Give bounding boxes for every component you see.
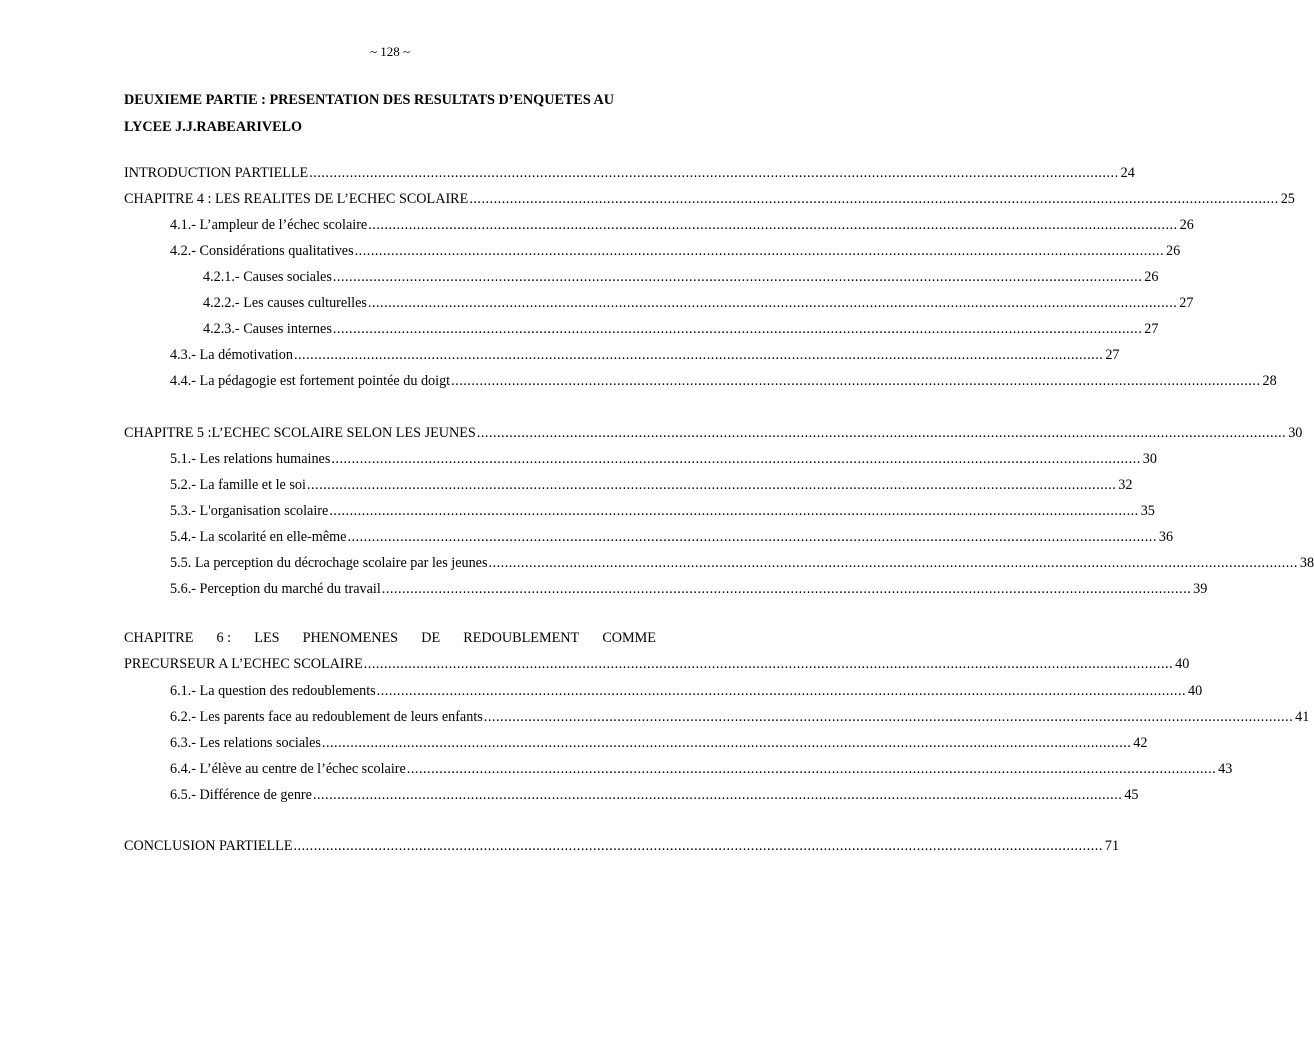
toc-label: 4.2.2.- Les causes culturelles: [203, 295, 367, 311]
dot-leader: ........................................................................................................................................................................................................: [363, 656, 1174, 672]
toc-entry-4-2-3: [203, 321, 1159, 341]
toc-entry-chapter-4: [124, 191, 1295, 211]
dot-leader: ........................................................................................................................................................................................................: [381, 581, 1192, 597]
dot-leader: ........................................................................................................................................................................................................: [469, 191, 1279, 207]
toc-entry-5-6: [170, 581, 1208, 601]
dot-leader: ........................................................................................................................................................................................................: [376, 683, 1187, 699]
dot-leader: ........................................................................................................................................................................................................: [476, 425, 1287, 441]
dot-leader: ........................................................................................................................................................................................................: [329, 503, 1139, 519]
toc-entry-4-4: [170, 373, 1277, 393]
dot-leader: ........................................................................................................................................................................................................: [331, 451, 1141, 467]
toc-entry-6-4: [170, 761, 1233, 781]
dot-leader: ........................................................................................................................................................................................................: [354, 243, 1164, 259]
toc-page: 24: [1120, 165, 1135, 181]
toc-entry-6-1: [170, 683, 1203, 703]
toc-label: 4.3.- La démotivation: [170, 347, 293, 363]
heading-word: CHAPITRE: [124, 630, 194, 646]
toc-label: 6.1.- La question des redoublements: [170, 683, 376, 699]
toc-page: 43: [1218, 761, 1233, 777]
toc-page: 26: [1179, 217, 1194, 233]
toc-page: 32: [1118, 477, 1133, 493]
dot-leader: ........................................................................................................................................................................................................: [306, 477, 1117, 493]
toc-page: 27: [1105, 347, 1120, 363]
toc-label: PRECURSEUR A L’ECHEC SCOLAIRE: [124, 656, 363, 672]
toc-entry-5-3: [170, 503, 1155, 523]
toc-label: 4.2.3.- Causes internes: [203, 321, 332, 337]
toc-entry-intro: [124, 165, 1135, 185]
toc-page: 25: [1280, 191, 1295, 207]
toc-label: CHAPITRE 5 :L’ECHEC SCOLAIRE SELON LES JEUNES: [124, 425, 476, 441]
toc-entry-4-2-1: [203, 269, 1159, 289]
heading-word: 6 :: [216, 630, 232, 646]
toc-chapter-6-heading: [124, 630, 656, 647]
toc-label: 5.5. La perception du décrochage scolaire par les jeunes: [170, 555, 488, 571]
toc-label: 4.2.1.- Causes sociales: [203, 269, 332, 285]
heading-word: COMME: [602, 630, 656, 646]
toc-label: 5.4.- La scolarité en elle-même: [170, 529, 347, 545]
toc-label: 6.2.- Les parents face au redoublement de leurs enfants: [170, 709, 483, 725]
dot-leader: ........................................................................................................................................................................................................: [406, 761, 1217, 777]
toc-entry-conclusion: [124, 838, 1120, 858]
dot-leader: ........................................................................................................................................................................................................: [312, 787, 1123, 803]
toc-label: 5.1.- Les relations humaines: [170, 451, 331, 467]
toc-page: 42: [1133, 735, 1148, 751]
toc-page: 27: [1179, 295, 1194, 311]
dot-leader: ........................................................................................................................................................................................................: [309, 165, 1119, 181]
toc-page: 40: [1175, 656, 1190, 672]
toc-label: 4.1.- L’ampleur de l’échec scolaire: [170, 217, 368, 233]
toc-entry-5-4: [170, 529, 1174, 549]
toc-page: 71: [1104, 838, 1120, 854]
heading-word: LES: [254, 630, 280, 646]
toc-entry-5-5: [170, 555, 1314, 575]
toc-label: 5.6.- Perception du marché du travail: [170, 581, 381, 597]
part-title: DEUXIEME PARTIE : PRESENTATION DES RESULTATS D’ENQUETES AU LYCEE J.J.RABEARIVELO: [124, 92, 614, 135]
toc-entry-6-2: [170, 709, 1310, 729]
toc-label: 4.4.- La pédagogie est fortement pointée du doigt: [170, 373, 451, 389]
dot-leader: ........................................................................................................................................................................................................: [368, 217, 1178, 233]
heading-word: DE: [421, 630, 441, 646]
toc-page: 39: [1193, 581, 1208, 597]
heading-word: PHENOMENES: [302, 630, 399, 646]
toc-page: 35: [1140, 503, 1155, 519]
toc-page: 26: [1166, 243, 1181, 259]
page-number: ~ 128 ~: [369, 44, 411, 59]
toc-entry-4-1: [170, 217, 1194, 237]
dot-leader: ........................................................................................................................................................................................................: [332, 269, 1143, 285]
dot-leader: ........................................................................................................................................................................................................: [293, 838, 1103, 854]
toc-label: 5.3.- L'organisation scolaire: [170, 503, 329, 519]
dot-leader: ........................................................................................................................................................................................................: [483, 709, 1294, 725]
toc-entry-6-3: [170, 735, 1148, 755]
toc-entry-6-5: [170, 787, 1139, 807]
toc-label: 6.3.- Les relations sociales: [170, 735, 321, 751]
toc-entry-5-2: [170, 477, 1133, 497]
dot-leader: ........................................................................................................................................................................................................: [367, 295, 1178, 311]
toc-entry-5-1: [170, 451, 1157, 471]
toc-label: 6.5.- Différence de genre: [170, 787, 312, 803]
toc-page: 30: [1142, 451, 1157, 467]
toc-page: 36: [1158, 529, 1174, 545]
toc-label: 4.2.- Considérations qualitatives: [170, 243, 354, 259]
toc-label: 6.4.- L’élève au centre de l’échec scolaire: [170, 761, 406, 777]
toc-entry-4-2: [170, 243, 1181, 263]
toc-page: 26: [1144, 269, 1159, 285]
dot-leader: ........................................................................................................................................................................................................: [332, 321, 1143, 337]
toc-page: 28: [1262, 373, 1277, 389]
dot-leader: ........................................................................................................................................................................................................: [321, 735, 1132, 751]
toc-label: INTRODUCTION PARTIELLE: [124, 165, 309, 181]
dot-leader: ........................................................................................................................................................................................................: [488, 555, 1298, 571]
toc-page: 38: [1299, 555, 1314, 571]
toc-page: 45: [1124, 787, 1139, 803]
toc-entry-chapter-5: [124, 425, 1303, 445]
toc-entry-4-2-2: [203, 295, 1194, 315]
toc-label: CHAPITRE 4 : LES REALITES DE L’ECHEC SCOLAIRE: [124, 191, 469, 207]
dot-leader: ........................................................................................................................................................................................................: [347, 529, 1157, 545]
toc-entry-4-3: [170, 347, 1120, 367]
toc-page: 27: [1144, 321, 1159, 337]
heading-word: REDOUBLEMENT: [463, 630, 580, 646]
toc-label: 5.2.- La famille et le soi: [170, 477, 306, 493]
toc-page: 30: [1288, 425, 1303, 441]
toc-page: 40: [1188, 683, 1203, 699]
toc-page: 41: [1295, 709, 1310, 725]
toc-label: CONCLUSION PARTIELLE: [124, 838, 293, 854]
dot-leader: ........................................................................................................................................................................................................: [293, 347, 1104, 363]
toc-entry-chapter-6: [124, 656, 1190, 676]
dot-leader: ........................................................................................................................................................................................................: [451, 373, 1261, 389]
